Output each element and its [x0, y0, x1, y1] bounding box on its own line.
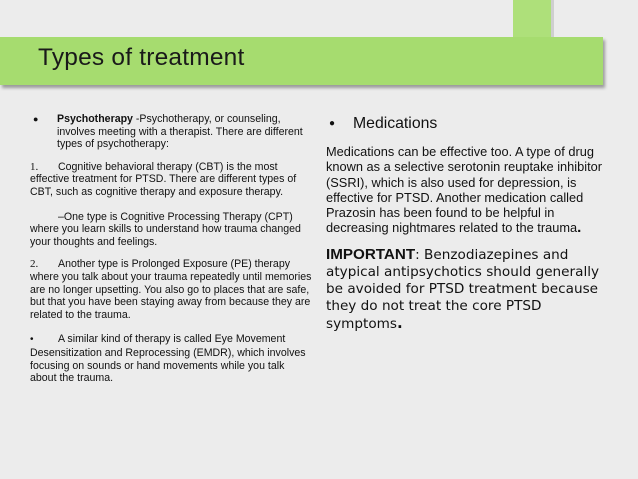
important-paragraph — [326, 246, 609, 333]
medications-period: . — [577, 219, 582, 237]
emdr-text: A similar kind of therapy is called Eye Movement Desensitization and Reprocessing (EMDR), which involves focusing on sounds or hand movements while you talk about the trauma. — [30, 333, 306, 385]
medications-label: Medications — [353, 115, 438, 132]
cpt-text: –One type is Cognitive Processing Therapy (CPT) where you learn skills to understand how trauma changed your thoughts and feelings. — [30, 210, 301, 248]
psychotherapy-text — [57, 113, 313, 151]
bullet-dot-icon: ● — [33, 114, 39, 124]
emdr-paragraph — [30, 333, 313, 384]
psychotherapy-label: Psychotherapy — [57, 113, 133, 125]
important-text: : Benzodiazepines and atypical antipsychotics should generally be avoided for PTSD treatment because they do not treat the core PTSD symptoms — [326, 246, 600, 332]
psychotherapy-bullet — [33, 113, 313, 151]
cbt-number: 1. — [30, 160, 39, 173]
slide-title: Types of treatment — [38, 44, 245, 71]
psychotherapy-desc: -Psychotherapy, or counseling, involves meeting with a therapist. There are different types of psychotherapy: — [57, 113, 303, 151]
bullet-dot-icon: ● — [329, 117, 336, 129]
medications-text: Medications can be effective too. A type of drug known as a selective serotonin reuptake inhibitor (SSRI), which is also used for depression, is effective for PTSD. Another medication called Prazosin has been found to be helpful in decreasing nightmares related to the trauma — [326, 144, 603, 236]
important-period: . — [396, 313, 403, 332]
emdr-bullet: • — [30, 334, 34, 346]
left-column — [30, 113, 313, 385]
cbt-text: Cognitive behavioral therapy (CBT) is the most effective treatment for PTSD. There are different types of CBT, such as cognitive therapy and exposure therapy. — [30, 160, 297, 198]
pe-paragraph — [30, 258, 313, 321]
important-label: IMPORTANT — [326, 245, 416, 263]
medications-paragraph — [326, 144, 609, 236]
cpt-paragraph — [30, 211, 313, 249]
right-column — [326, 112, 609, 333]
medications-heading — [329, 112, 609, 136]
pe-number: 2. — [30, 258, 39, 271]
pe-text: Another type is Prolonged Exposure (PE) therapy where you talk about your trauma repeatedly until memories are no longer upsetting. You also go to places that are safe, but that you have been staying away from because they are related to the trauma. — [30, 258, 312, 321]
cbt-paragraph — [30, 161, 313, 199]
